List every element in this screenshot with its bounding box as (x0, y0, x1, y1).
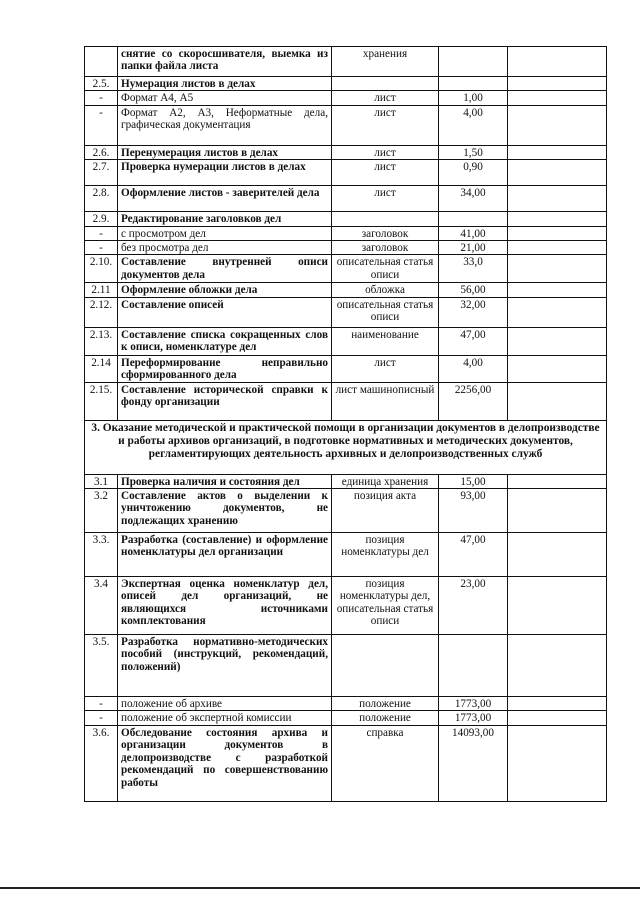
row-note (508, 283, 607, 297)
row-name: Редактирование заголовков дел (118, 212, 332, 226)
row-price (439, 635, 508, 697)
row-name: снятие со скоросшивателя, выемка из папки файла листа (118, 47, 332, 77)
row-unit: хранения (332, 47, 439, 77)
table-row (85, 186, 607, 212)
row-price: 34,00 (439, 186, 508, 212)
row-price: 47,00 (439, 533, 508, 577)
row-price: 2256,00 (439, 382, 508, 420)
row-note (508, 145, 607, 159)
row-name: положение об архиве (118, 697, 332, 711)
row-price: 47,00 (439, 327, 508, 355)
row-name: Составление внутренней описи документов дела (118, 255, 332, 283)
row-price: 1,50 (439, 145, 508, 159)
row-name: Составление исторической справки к фонду организации (118, 382, 332, 420)
row-note (508, 186, 607, 212)
row-price: 93,00 (439, 489, 508, 533)
row-unit: обложка (332, 283, 439, 297)
row-unit (332, 635, 439, 697)
row-note (508, 577, 607, 635)
row-unit: лист (332, 145, 439, 159)
row-note (508, 382, 607, 420)
table-row (85, 355, 607, 382)
row-name: с просмотром дел (118, 226, 332, 240)
row-number: - (85, 697, 118, 711)
row-price: 56,00 (439, 283, 508, 297)
row-unit: позиция номенклатуры дел (332, 533, 439, 577)
row-name: Разработка нормативно-методических пособий (инструкций, рекомендаций, положений) (118, 635, 332, 697)
table-body-bottom (85, 474, 607, 801)
page-bottom-edge (0, 887, 640, 889)
table-row (85, 697, 607, 711)
row-unit: позиция акта (332, 489, 439, 533)
row-note (508, 255, 607, 283)
row-number: - (85, 226, 118, 240)
row-unit (332, 77, 439, 91)
row-number: 3.3. (85, 533, 118, 577)
row-note (508, 226, 607, 240)
table-row (85, 474, 607, 488)
table-row (85, 577, 607, 635)
row-price: 4,00 (439, 355, 508, 382)
table-row (85, 533, 607, 577)
row-note (508, 297, 607, 327)
row-unit: лист (332, 105, 439, 145)
row-note (508, 725, 607, 801)
row-note (508, 635, 607, 697)
price-table (84, 46, 607, 802)
table-row (85, 160, 607, 186)
row-price: 4,00 (439, 105, 508, 145)
row-unit: лист (332, 91, 439, 105)
row-name: Нумерация листов в делах (118, 77, 332, 91)
row-name: положение об экспертной комиссии (118, 711, 332, 725)
row-number: 2.12. (85, 297, 118, 327)
row-name: Проверка наличия и состояния дел (118, 474, 332, 488)
row-number: - (85, 91, 118, 105)
row-unit: лист (332, 355, 439, 382)
row-number: 2.6. (85, 145, 118, 159)
table-row (85, 725, 607, 801)
row-name: Формат А2, А3, Неформатные дела, графическая документация (118, 105, 332, 145)
row-name: Составление описей (118, 297, 332, 327)
row-unit: описательная статья описи (332, 297, 439, 327)
section-3-title: 3. Оказание методической и практической помощи в организации документов в делопроизводстве и работы архивов организаций, в подготовке нормативных и методических документов, регламентирующих деятельность архивных и делопроизводственных служб (85, 420, 607, 474)
row-note (508, 489, 607, 533)
table-row (85, 297, 607, 327)
row-price: 32,00 (439, 297, 508, 327)
table-row (85, 241, 607, 255)
table-row (85, 226, 607, 240)
row-unit: единица хранения (332, 474, 439, 488)
table-row (85, 77, 607, 91)
row-name: Составление списка сокращенных слов к описи, номенклатуре дел (118, 327, 332, 355)
table-row (85, 635, 607, 697)
row-name: Составление актов о выделении к уничтожению документов, не подлежащих хранению (118, 489, 332, 533)
row-name: без просмотра дел (118, 241, 332, 255)
row-number: 3.4 (85, 577, 118, 635)
row-price (439, 77, 508, 91)
table-row (85, 145, 607, 159)
table-row (85, 327, 607, 355)
row-number: 3.2 (85, 489, 118, 533)
row-number: 2.10. (85, 255, 118, 283)
table-row (85, 91, 607, 105)
row-unit: положение (332, 697, 439, 711)
row-price: 1773,00 (439, 697, 508, 711)
table-row (85, 489, 607, 533)
row-unit: лист машинописный (332, 382, 439, 420)
row-unit: позиция номенклатуры дел, описательная статья описи (332, 577, 439, 635)
row-name: Разработка (составление) и оформление номенклатуры дел организации (118, 533, 332, 577)
row-number: - (85, 241, 118, 255)
row-number: 2.13. (85, 327, 118, 355)
row-price: 14093,00 (439, 725, 508, 801)
row-unit: лист (332, 186, 439, 212)
row-price: 41,00 (439, 226, 508, 240)
row-note (508, 105, 607, 145)
row-name: Формат А4, А5 (118, 91, 332, 105)
row-price: 21,00 (439, 241, 508, 255)
row-name: Оформление листов - заверителей дела (118, 186, 332, 212)
row-note (508, 47, 607, 77)
row-number: 2.15. (85, 382, 118, 420)
row-unit: положение (332, 711, 439, 725)
row-price: 1773,00 (439, 711, 508, 725)
row-unit: описательная статья описи (332, 255, 439, 283)
row-unit: лист (332, 160, 439, 186)
row-name: Обследование состояния архива и организации документов в делопроизводстве с разработкой рекомендаций по совершенствованию работы (118, 725, 332, 801)
row-price (439, 47, 508, 77)
section-row (85, 420, 607, 474)
row-number: 2.9. (85, 212, 118, 226)
row-name: Оформление обложки дела (118, 283, 332, 297)
row-number: 2.7. (85, 160, 118, 186)
table-row (85, 255, 607, 283)
row-note (508, 91, 607, 105)
row-unit: заголовок (332, 226, 439, 240)
table-row (85, 382, 607, 420)
row-unit: справка (332, 725, 439, 801)
row-number: - (85, 711, 118, 725)
table-row (85, 105, 607, 145)
row-price: 15,00 (439, 474, 508, 488)
table-body-top (85, 47, 607, 421)
table-row (85, 283, 607, 297)
row-number: 2.11 (85, 283, 118, 297)
row-name: Экспертная оценка номенклатур дел, описей дел организаций, не являющихся источниками комплектования (118, 577, 332, 635)
row-note (508, 212, 607, 226)
row-price: 33,0 (439, 255, 508, 283)
row-price (439, 212, 508, 226)
table-row (85, 212, 607, 226)
row-name: Проверка нумерации листов в делах (118, 160, 332, 186)
row-price: 0,90 (439, 160, 508, 186)
row-number: 3.5. (85, 635, 118, 697)
row-name: Переформирование неправильно сформированного дела (118, 355, 332, 382)
row-name: Перенумерация листов в делах (118, 145, 332, 159)
row-price: 23,00 (439, 577, 508, 635)
row-unit (332, 212, 439, 226)
row-number: 3.1 (85, 474, 118, 488)
row-number (85, 47, 118, 77)
row-number: 2.14 (85, 355, 118, 382)
table-row (85, 711, 607, 725)
row-note (508, 77, 607, 91)
row-note (508, 241, 607, 255)
row-note (508, 711, 607, 725)
row-note (508, 474, 607, 488)
row-note (508, 355, 607, 382)
row-price: 1,00 (439, 91, 508, 105)
row-number: 3.6. (85, 725, 118, 801)
row-unit: заголовок (332, 241, 439, 255)
row-note (508, 697, 607, 711)
row-number: - (85, 105, 118, 145)
row-note (508, 160, 607, 186)
row-note (508, 327, 607, 355)
section-3-header (85, 420, 607, 474)
row-number: 2.5. (85, 77, 118, 91)
row-unit: наименование (332, 327, 439, 355)
table-row (85, 47, 607, 77)
row-number: 2.8. (85, 186, 118, 212)
row-note (508, 533, 607, 577)
